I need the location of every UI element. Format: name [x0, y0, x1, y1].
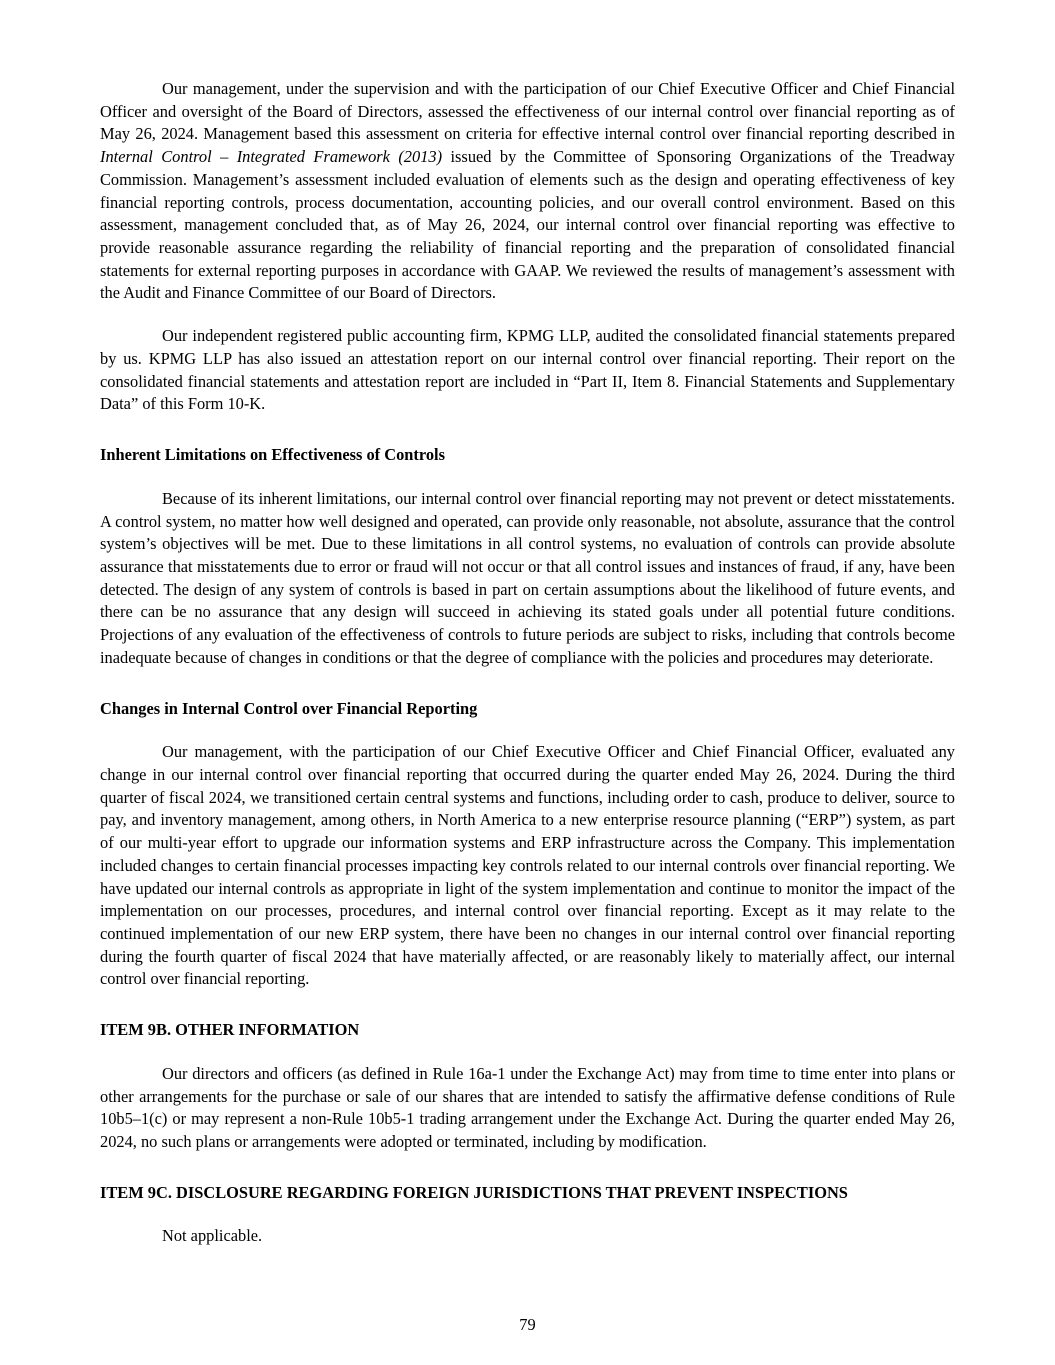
heading-item-9c: ITEM 9C. DISCLOSURE REGARDING FOREIGN JURISDICTIONS THAT PREVENT INSPECTIONS: [100, 1182, 848, 1202]
paragraph-inherent-limitations: Because of its inherent limitations, our internal control over financial reporting may not prevent or detect misstatements. A control system, no matter how well designed and operated, can provide only reasonable, not absolute, assurance that the control system’s objectives will be met. Due to these limitations in all control systems, no evaluation of controls can provide absolute assurance that misstatements due to error or fraud will not occur or that all control issues and instances of fraud, if any, have been detected. The design of any system of controls is based in part on certain assumptions about the likelihood of future events, and there can be no assurance that any design will succeed in achieving its stated goals under all potential future conditions. Projections of any evaluation of the effectiveness of controls to future periods are subject to risks, including that controls become inadequate because of changes in conditions or that the degree of compliance with the policies and procedures may deteriorate.: [100, 488, 955, 667]
heading-changes-internal-control: Changes in Internal Control over Financial Reporting: [100, 698, 478, 718]
paragraph-auditor-attestation: Our independent registered public accounting firm, KPMG LLP, audited the consolidated financial statements prepared by us. KPMG LLP has also issued an attestation report on our internal control over financial reporting. Their report on the consolidated financial statements and attestation report are included in “Part II, Item 8. Financial Statements and Supplementary Data” of this Form 10-K.: [100, 326, 955, 414]
paragraph-item-9b-body: Our directors and officers (as defined in Rule 16a-1 under the Exchange Act) may from time to time enter into plans or other arrangements for the purchase or sale of our shares that are intended to satisfy the affirmative defense conditions of Rule 10b5–1(c) or may represent a non-Rule 10b5-1 trading arrangement under the Exchange Act. During the quarter ended May 26, 2024, no such plans or arrangements were adopted or terminated, including by modification.: [100, 1063, 955, 1152]
paragraph-text-part-1: Our management, under the supervision and with the participation of our Chief Executive Officer and Chief Financial Officer and oversight of the Board of Directors, assessed the effectiveness of our internal control over financial reporting as of May 26, 2024. Management based this assessment on criteria for effective internal control over financial reporting described in: [100, 79, 955, 144]
paragraph-changes-internal-control: Our management, with the participation of our Chief Executive Officer and Chief Financial Officer, evaluated any change in our internal control over financial reporting that occurred during the quarter ended May 26, 2024. During the third quarter of fiscal 2024, we transitioned certain central systems and functions, including order to cash, produce to deliver, source to pay, and inventory management, among others, in North America to a new enterprise resource planning (“ERP”) system, as part of our multi-year effort to upgrade our information systems and ERP infrastructure across the Company. This implementation included changes to certain financial processes impacting key controls related to our internal controls over financial reporting. We have updated our internal controls as appropriate in light of the system implementation and continue to monitor the impact of the implementation on our processes, procedures, and internal control over financial reporting. Except as it may relate to the continued implementation of our new ERP system, there have been no changes in our internal control over financial reporting during the fourth quarter of fiscal 2024 that have materially affected, or are reasonably likely to materially affect, our internal control over financial reporting.: [100, 742, 955, 989]
paragraph-text-part-2: issued by the Committee of Sponsoring Organizations of the Treadway Commission. Management’s assessment included evaluation of elements such as the design and operating effectiveness of key financial reporting controls, process documentation, accounting policies, and our overall control environment. Based on this assessment, management concluded that, as of May 26, 2024, our internal control over financial reporting was effective to provide reasonable assurance regarding the reliability of financial reporting and the preparation of consolidated financial statements for external reporting purposes in accordance with GAAP. We reviewed the results of management’s assessment with the Audit and Finance Committee of our Board of Directors.: [100, 147, 955, 303]
paragraph-managements-report: [100, 78, 955, 305]
heading-item-9b: ITEM 9B. OTHER INFORMATION: [100, 1020, 360, 1040]
paragraph-item-9c-body: Not applicable.: [162, 1226, 263, 1246]
page-number: 79: [519, 1315, 536, 1334]
heading-inherent-limitations: Inherent Limitations on Effectiveness of Controls: [100, 445, 445, 465]
framework-title-italic: Internal Control – Integrated Framework (2013): [100, 147, 443, 167]
